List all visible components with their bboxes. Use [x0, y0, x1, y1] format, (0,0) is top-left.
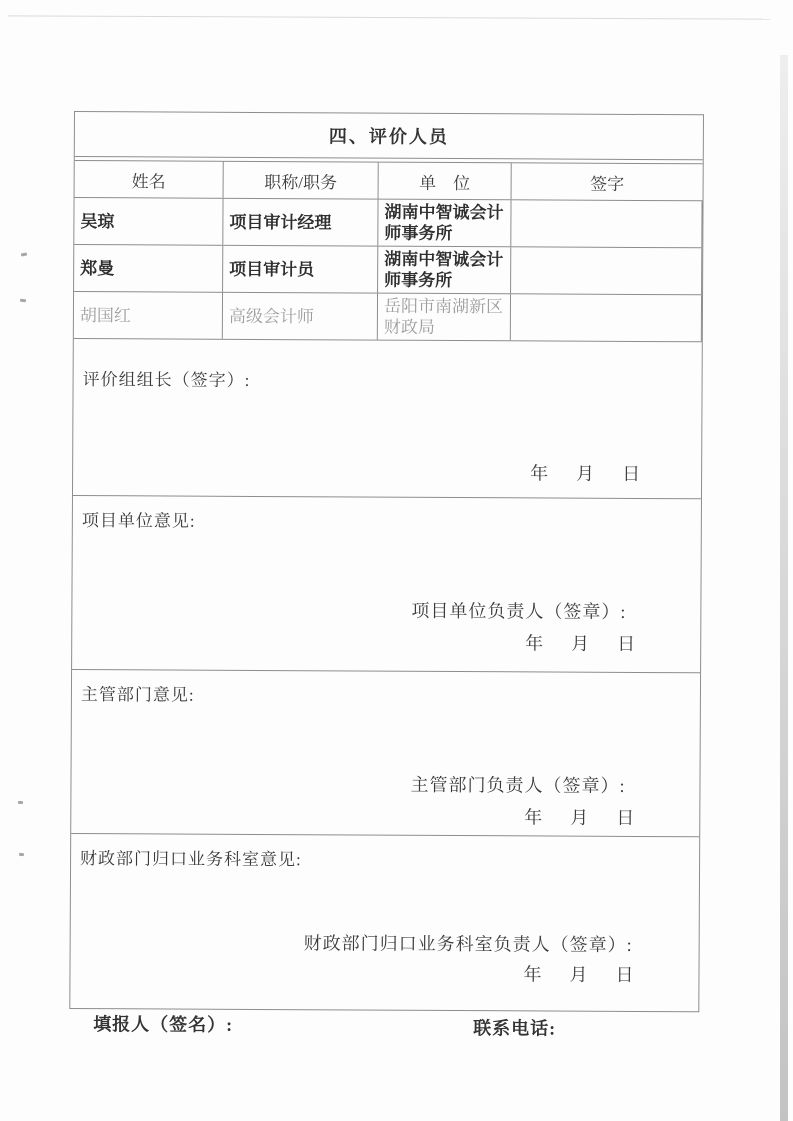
table-row [74, 292, 702, 342]
table-title [75, 112, 703, 160]
project-unit-opinion-label: 项目单位意见: [81, 511, 196, 531]
cell-signature [511, 294, 702, 341]
table-title-text: 四、评价人员 [328, 126, 449, 147]
header-title: 职称/职务 [224, 162, 379, 199]
header-unit: 单 位 [379, 163, 512, 200]
finance-signer-label: 财政部门归口业务科室负责人（签章）: [303, 933, 633, 955]
cell-unit: 湖南中智诚会计师事务所 [378, 200, 511, 247]
form-sheet [69, 111, 704, 1039]
header-signature: 签字 [590, 174, 625, 194]
table-header-row [75, 160, 703, 201]
cell-title: 高级会计师 [223, 293, 378, 340]
table-row [74, 245, 702, 295]
section-finance-dept-opinion [70, 834, 699, 1011]
date-line: 年 月 日 [523, 964, 639, 985]
date-line: 年 月 日 [530, 463, 646, 484]
filler-signature-label: 填报人（签名）: [93, 1014, 234, 1035]
cell-signature [511, 200, 702, 247]
date-line: 年 月 日 [524, 807, 640, 828]
supervisor-opinion-label: 主管部门意见: [80, 685, 195, 705]
cell-title: 项目审计员 [223, 246, 378, 293]
evaluation-table [69, 111, 704, 1012]
scan-mark [19, 853, 24, 856]
cell-name: 胡国红 [74, 292, 223, 339]
cell-name: 郑曼 [74, 245, 223, 292]
supervisor-signer-label: 主管部门负责人（签章）: [410, 774, 626, 796]
finance-opinion-label: 财政部门归口业务科室意见: [80, 849, 302, 870]
cell-unit: 岳阳市南湖新区财政局 [378, 294, 511, 341]
table-row [74, 198, 702, 248]
cell-signature [511, 247, 702, 294]
scan-right-edge-shadow [780, 55, 788, 1121]
scan-mark [20, 299, 26, 303]
scan-top-edge-line [8, 15, 770, 19]
cell-name: 吴琼 [74, 198, 223, 245]
section-evaluation-leader [73, 339, 702, 499]
cell-title: 项目审计经理 [223, 199, 378, 246]
project-unit-signer-label: 项目单位负责人（签章）: [411, 600, 627, 622]
scan-mark [21, 253, 27, 257]
contact-phone-label: 联系电话: [473, 1018, 557, 1039]
scan-mark [18, 801, 23, 804]
section-project-unit-opinion [72, 496, 701, 673]
cell-unit: 湖南中智诚会计师事务所 [378, 247, 511, 294]
header-name: 姓名 [75, 161, 224, 198]
form-footer [69, 1010, 699, 1047]
section-supervisor-opinion [71, 670, 700, 837]
date-line: 年 月 日 [525, 633, 641, 654]
leader-signature-label: 评价组组长（签字）: [82, 370, 251, 390]
